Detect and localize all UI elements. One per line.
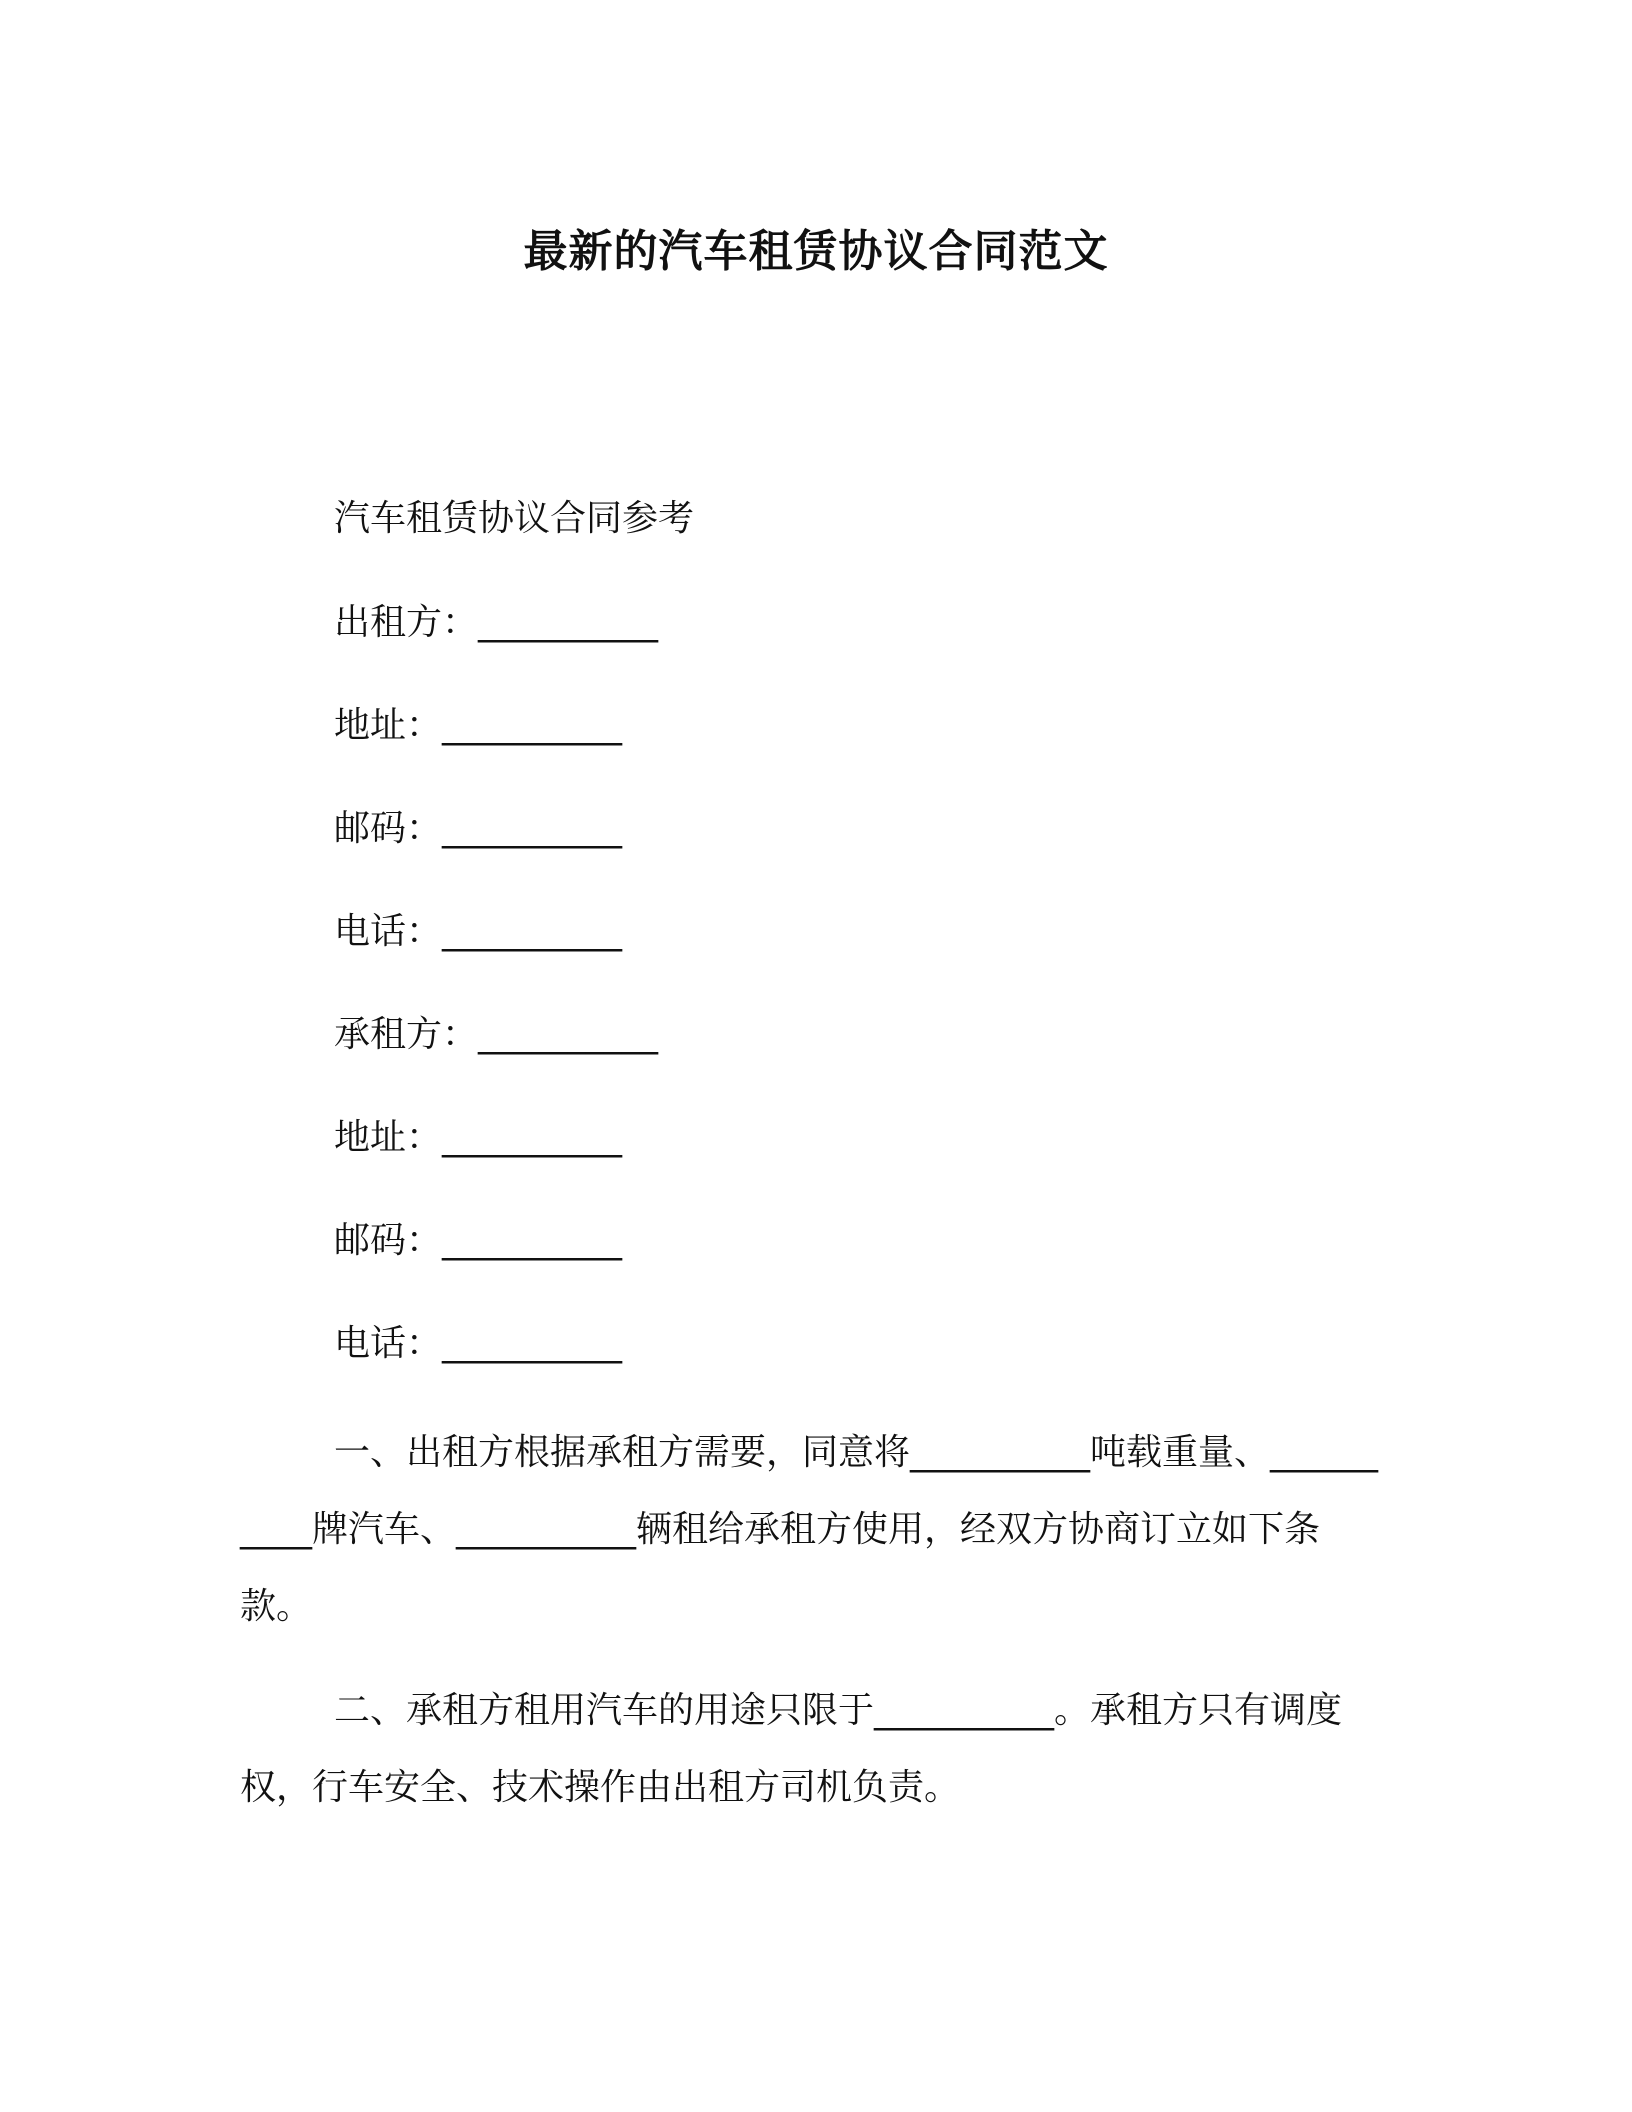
document-subtitle: 汽车租赁协议合同参考 — [334, 498, 695, 539]
lessee-phone-line: 电话：__________ — [334, 1323, 623, 1364]
lessee-address-line: 地址：__________ — [334, 1117, 623, 1158]
clause-1: 一、出租方根据承租方需要，同意将__________吨载重量、__________牌汽车、__________辆租给承租方使用，经双方协商订立如下条款。 — [240, 1432, 1379, 1627]
lessor-name-line: 出租方：__________ — [334, 602, 659, 643]
lessor-postcode-line: 邮码：__________ — [334, 808, 623, 849]
lessor-phone-line: 电话：__________ — [334, 911, 623, 952]
clause-2: 二、承租方租用汽车的用途只限于__________。承租方只有调度权，行车安全、技术操作由出租方司机负责。 — [240, 1690, 1343, 1808]
document-title: 最新的汽车租赁协议合同范文 — [523, 226, 1109, 277]
lessee-postcode-line: 邮码：__________ — [334, 1220, 623, 1261]
lessee-name-line: 承租方：__________ — [334, 1014, 659, 1055]
lessor-address-line: 地址：__________ — [334, 705, 623, 746]
